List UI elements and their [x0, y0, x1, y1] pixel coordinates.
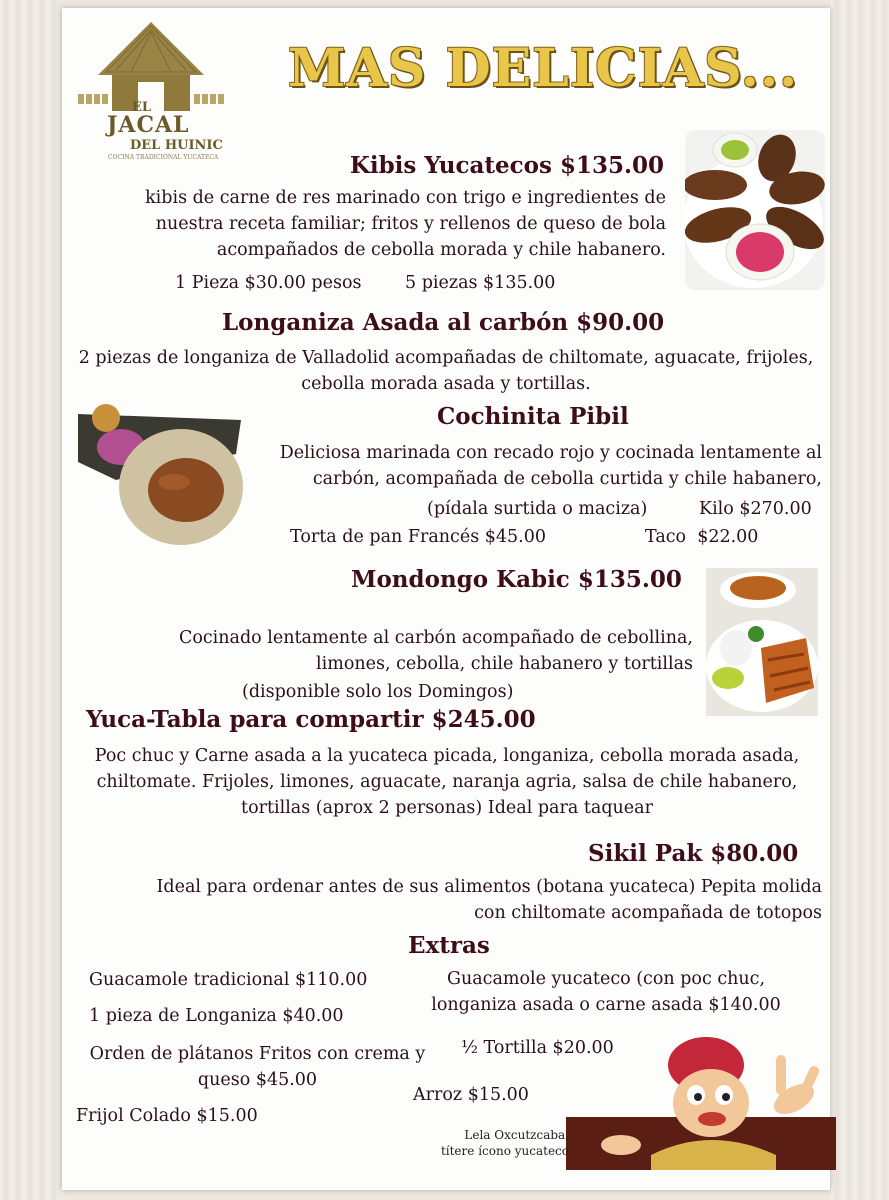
kibis-photo: [685, 130, 825, 290]
cochinita-torta-price: Torta de pan Francés $45.00: [290, 527, 546, 547]
cochinita-note: (pídala surtida o maciza): [427, 499, 648, 519]
sikil-pak-title: Sikil Pak $80.00: [588, 840, 799, 867]
extra-guacamole-tradicional: Guacamole tradicional $110.00: [89, 970, 368, 990]
puppet-photo: [566, 1025, 836, 1170]
puppet-caption-desc: títere ícono yucateco: [440, 1144, 569, 1158]
extras-title: Extras: [408, 932, 490, 959]
logo-tagline: COCINA TRADICIONAL YUCATECA: [108, 154, 219, 161]
page-title: MAS DELICIAS...: [288, 38, 799, 99]
longaniza-title: Longaniza Asada al carbón $90.00: [222, 309, 665, 336]
logo-jacal: JACAL: [107, 112, 190, 138]
cochinita-photo: [76, 402, 246, 550]
left-border: [0, 0, 58, 1200]
sikil-pak-description: Ideal para ordenar antes de sus alimentos (botana yucateca) Pepita molida con chiltomate acompañada de totopos: [156, 877, 822, 923]
logo-del-huinic: DEL HUINIC: [130, 138, 223, 153]
right-border: [831, 0, 889, 1200]
extra-platanos: Orden de plátanos Fritos con crema y queso $45.00: [89, 1044, 426, 1090]
kibis-price-one: 1 Pieza $30.00 pesos: [175, 273, 362, 293]
mondongo-note: (disponible solo los Domingos): [242, 682, 514, 702]
yuca-tabla-title: Yuca-Tabla para compartir $245.00: [86, 706, 536, 733]
yuca-tabla-description: Poc chuc y Carne asada a la yucateca picada, longaniza, cebolla morada asada, chiltomate. Frijoles, limones, aguacate, naranja agria, salsa de chile habanero, tortillas (aprox 2 personas) Ideal para taquear: [94, 746, 800, 818]
mondongo-photo: [706, 568, 818, 716]
logo-el: EL: [132, 100, 152, 115]
mondongo-title: Mondongo Kabic $135.00: [351, 566, 682, 593]
mondongo-description: Cocinado lentamente al carbón acompañado de cebollina, limones, cebolla, chile habanero y tortillas: [178, 628, 693, 674]
longaniza-description: 2 piezas de longaniza de Valladolid acompañadas de chiltomate, aguacate, frijoles, cebolla morada asada y tortillas.: [78, 348, 814, 394]
kibis-description: kibis de carne de res marinado con trigo e ingredientes de nuestra receta familiar; fritos y rellenos de queso de bola acompañados de cebolla morada y chile habanero.: [145, 188, 666, 260]
kibis-price-five: 5 piezas $135.00: [405, 273, 556, 293]
cochinita-kilo-price: Kilo $270.00: [699, 499, 812, 519]
cochinita-title: Cochinita Pibil: [437, 403, 629, 430]
extra-arroz: Arroz $15.00: [413, 1085, 529, 1105]
cochinita-description: Deliciosa marinada con recado rojo y cocinada lentamente al carbón, acompañada de cebolla curtida y chile habanero,: [279, 443, 822, 489]
kibis-title: Kibis Yucatecos $135.00: [349, 152, 664, 179]
cochinita-taco-price: Taco $22.00: [645, 527, 759, 547]
puppet-caption-name: Lela Oxcutzcaba,: [464, 1128, 569, 1142]
extra-tortilla: ½ Tortilla $20.00: [461, 1038, 614, 1058]
extra-longaniza: 1 pieza de Longaniza $40.00: [89, 1006, 344, 1026]
extra-frijol: Frijol Colado $15.00: [76, 1106, 258, 1126]
extra-guacamole-yucateco: Guacamole yucateco (con poc chuc, longaniza asada o carne asada $140.00: [431, 969, 781, 1015]
